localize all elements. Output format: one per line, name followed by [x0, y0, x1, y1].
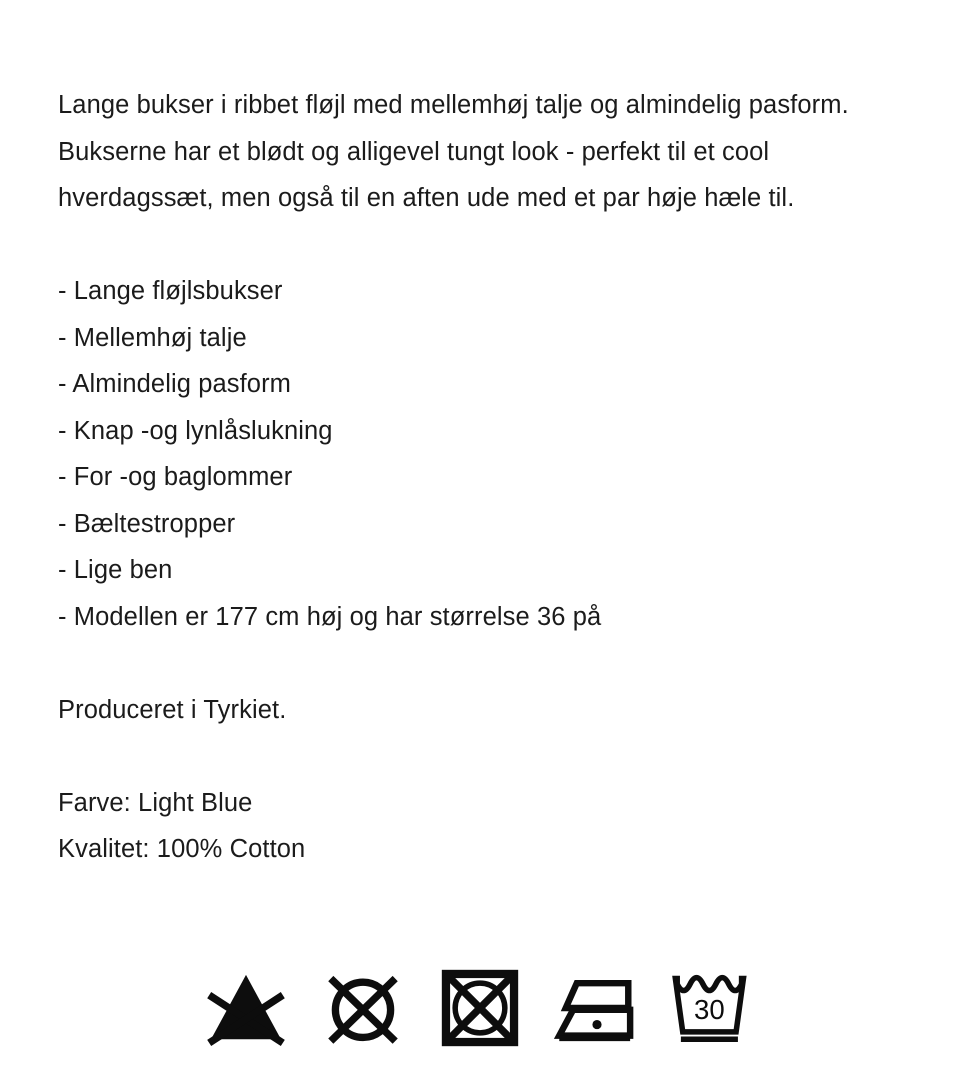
paragraph-spacer-1 — [58, 222, 904, 269]
wash-temperature-label: 30 — [694, 994, 725, 1026]
list-item: - Almindelig pasform — [58, 370, 292, 398]
square-circle-crossed-icon — [434, 962, 526, 1054]
wash-tub-30-icon — [668, 962, 760, 1054]
circle-crossed-icon — [317, 962, 409, 1054]
feature-list — [58, 268, 904, 640]
iron-one-dot-icon — [551, 962, 643, 1054]
paragraph-spacer-2 — [58, 640, 904, 687]
intro-paragraph: Lange bukser i ribbet fløjl med mellemhøj talje og almindelig pasform. Bukserne har et blødt og alligevel tungt look - perfekt til et cool hverdagssæt, men også til en aften ude med et par høje hæle til. — [58, 91, 849, 212]
description-content — [58, 82, 904, 873]
care-symbols-row — [0, 962, 960, 1054]
origin-line: Produceret i Tyrkiet. — [58, 695, 287, 724]
list-item: - Lange fløjlsbukser — [58, 277, 283, 305]
quality-line: Kvalitet: 100% Cotton — [58, 835, 306, 863]
list-item: - For -og baglommer — [58, 463, 293, 491]
list-item: - Lige ben — [58, 556, 173, 584]
list-item: - Modellen er 177 cm høj og har størrelse 36 på — [58, 602, 602, 631]
filled-triangle-crossed-icon — [200, 962, 292, 1054]
paragraph-spacer-3 — [58, 733, 904, 780]
list-item: - Knap -og lynlåslukning — [58, 416, 333, 445]
list-item: - Bæltestropper — [58, 509, 236, 538]
color-line: Farve: Light Blue — [58, 788, 253, 817]
list-item: - Mellemhøj talje — [58, 323, 247, 352]
